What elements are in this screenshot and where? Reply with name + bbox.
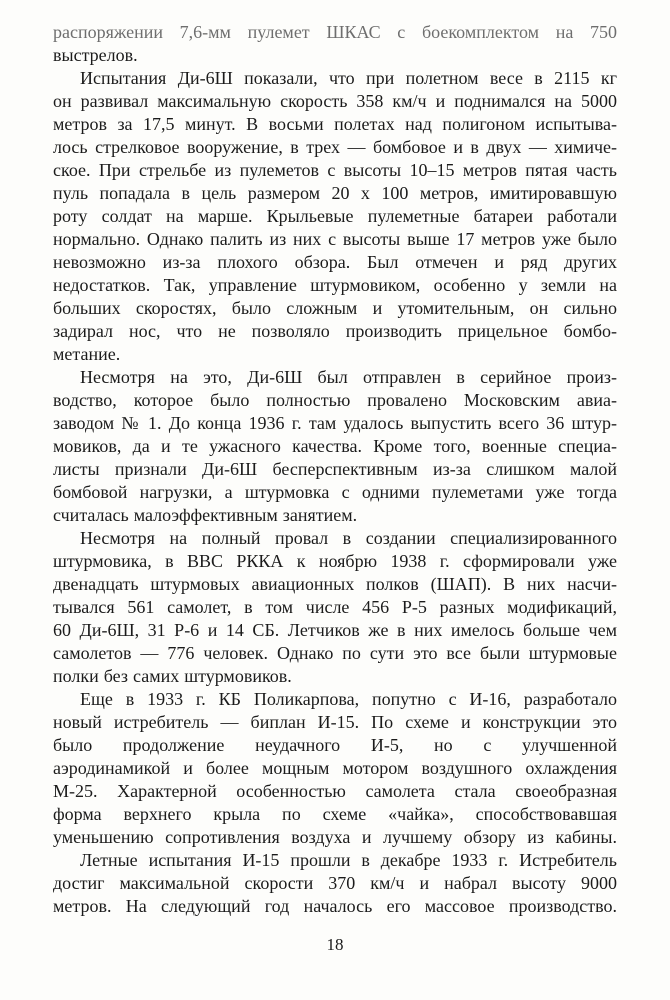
text-line: Летные испытания И-15 прошли в декабре 1933 г. Истребитель <box>80 850 617 870</box>
text-line: роту солдат на марше. Крыльевые пулеметные батареи работали <box>53 206 617 226</box>
text-line: считалась малоэффективным занятием. <box>53 505 358 525</box>
text-line: Несмотря на это, Ди-6Ш был отправлен в серийное произ- <box>80 367 617 387</box>
text-line: новый истребитель — биплан И-15. По схеме и конструкции это <box>53 712 617 732</box>
text-line: больших скоростях, было сложным и утомительным, он сильно <box>53 298 617 318</box>
text-line: уменьшению сопротивления воздуха и лучшему обзору из кабины. <box>53 827 617 847</box>
text-line: штурмовика, в ВВС РККА к ноябрю 1938 г. сформировали уже <box>53 551 617 571</box>
text-line: пуль попадала в цель размером 20 х 100 метров, имитировавшую <box>53 183 617 203</box>
paragraph <box>53 688 617 849</box>
text-line: бомбовой нагрузки, а штурмовка с одними пулеметами уже тогда <box>53 482 617 502</box>
paragraph <box>53 67 617 366</box>
text-line: ское. При стрельбе из пулеметов с высоты 10–15 метров пятая часть <box>53 160 617 180</box>
text-line: недостатков. Так, управление штурмовиком, особенно у земли на <box>53 275 617 295</box>
text-line: лось стрелковое вооружение, в трех — бомбовое и в двух — химиче- <box>53 137 617 157</box>
text-line: полки без самих штурмовиков. <box>53 666 292 686</box>
paragraph <box>53 21 617 67</box>
text-line: М-25. Характерной особенностью самолета стала своеобразная <box>53 781 617 801</box>
text-line: Еще в 1933 г. КБ Поликарпова, попутно с И-16, разработало <box>80 689 617 709</box>
paragraph <box>53 849 617 918</box>
paragraph <box>53 527 617 688</box>
text-line: он развивал максимальную скорость 358 км/ч и поднимался на 5000 <box>53 91 617 111</box>
text-line: распоряжении 7,6-мм пулемет ШКАС с боекомплектом на 750 <box>53 22 617 42</box>
page-number: 18 <box>326 935 344 954</box>
text-line: заводом № 1. До конца 1936 г. там удалось выпустить всего 36 штур- <box>53 413 617 433</box>
paragraph <box>53 366 617 527</box>
text-line: 60 Ди-6Ш, 31 Р-6 и 14 СБ. Летчиков же в них имелось больше чем <box>53 620 617 640</box>
text-line: самолетов — 776 человек. Однако по сути это все были штурмовые <box>53 643 617 663</box>
text-line: Несмотря на полный провал в создании специализированного <box>80 528 617 548</box>
text-line: выстрелов. <box>53 45 138 65</box>
text-line: нормально. Однако палить из них с высоты выше 17 метров уже было <box>53 229 617 249</box>
text-line: мовиков, да и те ужасного качества. Кроме того, военные специа- <box>53 436 617 456</box>
text-line: водство, которое было полностью провалено Московским авиа- <box>53 390 617 410</box>
text-line: невозможно из-за плохого обзора. Был отмечен и ряд других <box>53 252 617 272</box>
text-line: листы признали Ди-6Ш бесперспективным из-за слишком малой <box>53 459 617 479</box>
text-line: достиг максимальной скорости 370 км/ч и набрал высоту 9000 <box>53 873 617 893</box>
text-line: аэродинамикой и более мощным мотором воздушного охлаждения <box>53 758 617 778</box>
text-line: метание. <box>53 344 121 364</box>
text-block <box>53 21 617 956</box>
text-line: метров. На следующий год началось его массовое производство. <box>53 896 617 916</box>
text-line: тывался 561 самолет, в том числе 456 Р-5 разных модификаций, <box>53 597 617 617</box>
text-line: было продолжение неудачного И-5, но с улучшенной <box>53 735 617 755</box>
text-line: метров за 17,5 минут. В восьми полетах над полигоном испытыва- <box>53 114 617 134</box>
text-line: форма верхнего крыла по схеме «чайка», способствовавшая <box>53 804 617 824</box>
text-line: задирал нос, что не позволяло производить прицельное бомбо- <box>53 321 617 341</box>
text-line: двенадцать штурмовых авиационных полков (ШАП). В них насчи- <box>53 574 617 594</box>
text-line: Испытания Ди-6Ш показали, что при полетном весе в 2115 кг <box>80 68 617 88</box>
